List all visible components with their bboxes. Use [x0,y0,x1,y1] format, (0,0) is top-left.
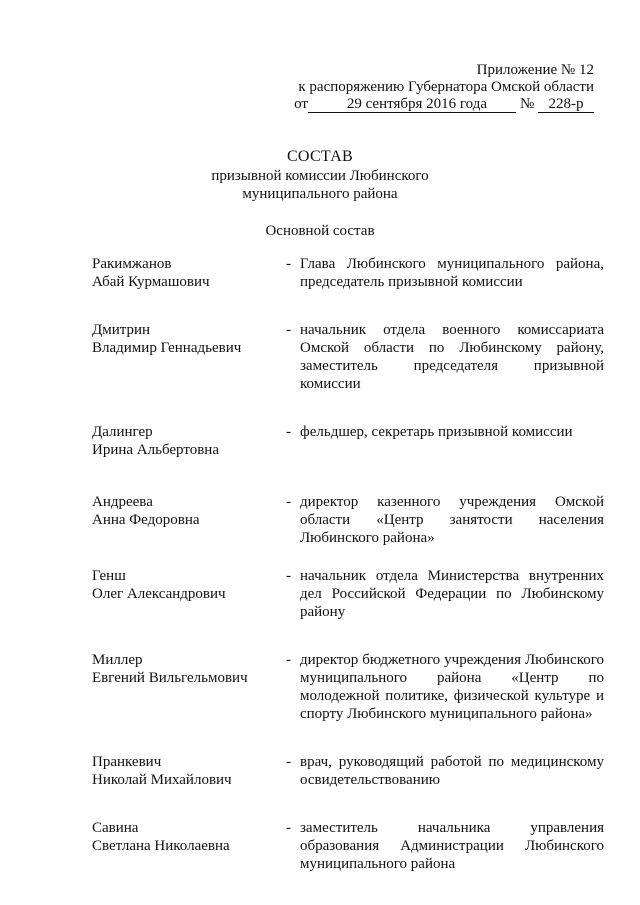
member-role: директор казенного учреждения Омской области «Центр занятости населения Любинского района» [300,494,604,546]
member-row [92,423,604,459]
member-surname: Дмитрин [92,322,151,338]
member-given-name: Владимир Геннадьевич [92,340,242,356]
order-date: 29 сентября 2016 года [308,97,516,113]
member-role: начальник отдела военного комиссариата Омской области по Любинскому району, заместитель председателя призывной комиссии [300,322,604,392]
appendix-number: Приложение № 12 [476,62,594,78]
member-row [92,493,604,547]
member-surname: Далингер [92,424,153,440]
member-name [92,753,286,789]
member-row [92,321,604,393]
member-surname: Пранкевич [92,754,162,770]
member-name [92,321,286,393]
member-given-name: Абай Курмашович [92,274,210,290]
member-surname: Генш [92,568,126,584]
from-label: от [294,96,308,112]
member-given-name: Светлана Николаевна [92,838,230,854]
member-surname: Андреева [92,494,153,510]
member-row [92,255,604,291]
member-dash: - [286,494,291,510]
member-surname: Ракимжанов [92,256,172,272]
member-given-name: Николай Михайлович [92,772,232,788]
member-name [92,567,286,621]
number-label: № [519,96,535,112]
member-row [92,567,604,621]
member-role: фельдшер, секретарь призывной комиссии [300,424,573,440]
member-dash: - [286,256,291,272]
member-name [92,255,286,291]
member-name [92,651,286,723]
member-given-name: Ирина Альбертовна [92,442,219,458]
commission-roster [92,255,604,873]
order-number: 228-р [538,97,594,113]
member-name [92,423,286,459]
member-row [92,651,604,723]
member-dash: - [286,568,291,584]
member-surname: Миллер [92,652,143,668]
title-line-1: СОСТАВ [286,148,354,165]
member-dash: - [286,322,291,338]
title-line-2: призывной комиссии Любинского [211,168,429,184]
member-name [92,493,286,547]
member-dash: - [286,754,291,770]
member-role: врач, руководящий работой по медицинскому освидетельствованию [300,754,604,788]
member-name [92,819,286,873]
section-heading: Основной состав [265,223,375,239]
member-dash: - [286,820,291,836]
member-role: заместитель начальника управления образования Администрации Любинского муниципального района [300,820,604,872]
order-date-line [294,96,594,113]
appendix-header [294,62,594,113]
member-role: Глава Любинского муниципального района, председатель призывной комиссии [300,256,604,290]
member-row [92,753,604,789]
title-line-3: муниципального района [242,186,398,202]
member-role: начальник отдела Министерства внутренних дел Российской Федерации по Любинскому району [300,568,604,620]
member-dash: - [286,652,291,668]
member-given-name: Олег Александрович [92,586,226,602]
member-row [92,819,604,873]
member-given-name: Анна Федоровна [92,512,200,528]
document-title [0,147,640,203]
member-surname: Савина [92,820,139,836]
member-given-name: Евгений Вильгельмович [92,670,248,686]
member-role: директор бюджетного учреждения Любинского муниципального района «Центр по молодежной политике, физической культуре и спорту Любинского муниципального района» [300,652,604,722]
appendix-order-reference: к распоряжению Губернатора Омской области [298,79,594,95]
member-dash: - [286,424,291,440]
